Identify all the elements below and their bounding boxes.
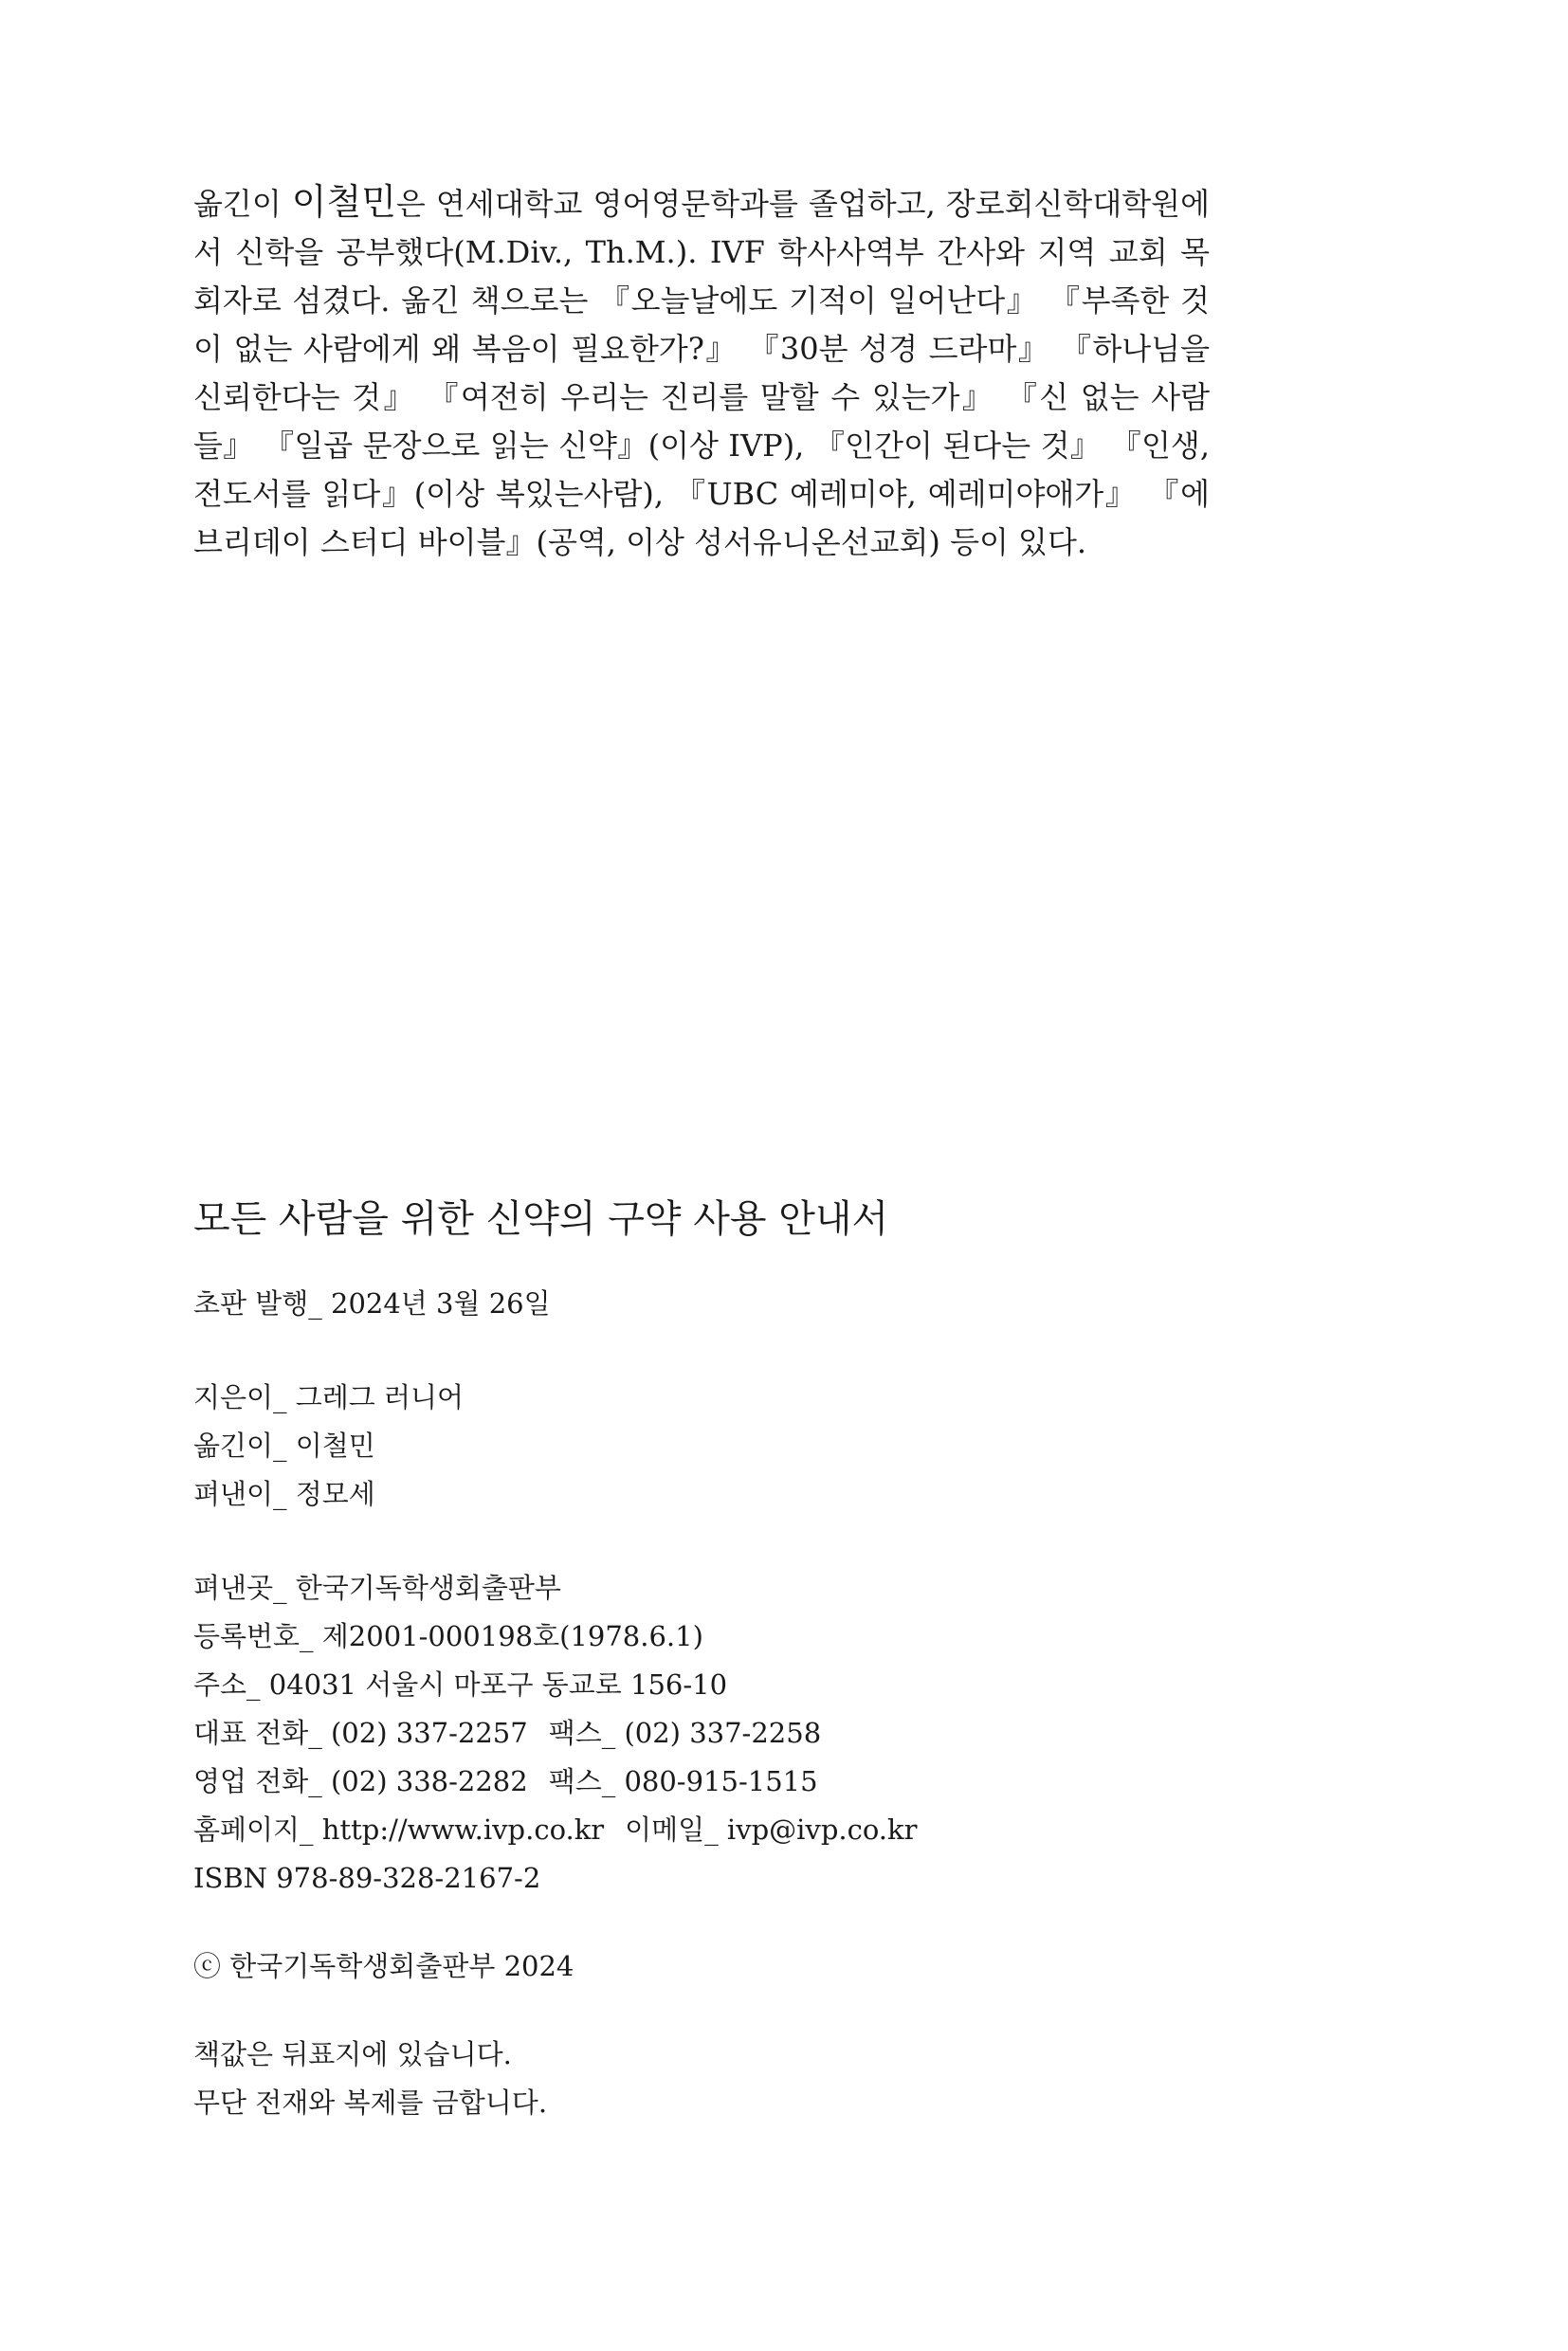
translator-line: 옮긴이_ 이철민 <box>193 1430 375 1462</box>
rights-note: 무단 전재와 복제를 금합니다. <box>193 2087 548 2119</box>
sales-phone: 영업 전화_ (02) 338-2282 <box>193 1765 528 1797</box>
translator-name: 이철민 <box>291 181 396 223</box>
translator-bio <box>193 178 1210 567</box>
translator-bio-text: 은 연세대학교 영어영문학과를 졸업하고, 장로회신학대학원에서 신학을 공부했다(M.Div., Th.M.). IVF 학사사역부 간사와 지역 교회 목회자로 섬겼다. 옮긴 책으로는 『오늘날에도 기적이 일어난다』 『부족한 것이 없는 사람에게 왜 복음이 필요한가?』 『30분 성경 드라마』 『하나님을 신뢰한다는 것』 『여전히 우리는 진리를 말할 수 있는가』 『신 없는 사람들』 『일곱 문장으로 읽는 신약』(이상 IVP), 『인간이 된다는 것』 『인생, 전도서를 읽다』(이상 복있는사람), 『UBC 예레미야, 예레미야애가』 『에브리데이 스터디 바이블』(공역, 이상 성서유니온선교회) 등이 있다. <box>193 186 1210 560</box>
isbn-line: ISBN 978-89-328-2167-2 <box>193 1862 541 1894</box>
book-title: 모든 사람을 위한 신약의 구약 사용 안내서 <box>193 1197 889 1241</box>
price-note: 책값은 뒤표지에 있습니다. <box>193 2038 512 2070</box>
colophon <box>193 1193 1236 2127</box>
publisher-line: 펴낸곳_ 한국기독학생회출판부 <box>193 1572 561 1604</box>
homepage: 홈페이지_ http://www.ivp.co.kr <box>193 1813 605 1846</box>
translator-label: 옮긴이 <box>193 186 282 222</box>
copyright-line: ⓒ 한국기독학생회출판부 2024 <box>193 1950 574 1982</box>
sales-contact-line <box>193 1758 1236 1806</box>
sales-fax: 팩스_ 080-915-1515 <box>548 1765 818 1797</box>
author-line: 지은이_ 그레그 러니어 <box>193 1381 465 1413</box>
registration-line: 등록번호_ 제2001-000198호(1978.6.1) <box>193 1620 703 1652</box>
first-edition-date: 초판 발행_ 2024년 3월 26일 <box>193 1287 551 1320</box>
main-phone: 대표 전화_ (02) 337-2257 <box>193 1717 528 1749</box>
web-contact-line <box>193 1806 1236 1854</box>
main-fax: 팩스_ (02) 337-2258 <box>548 1717 822 1749</box>
address-line: 주소_ 04031 서울시 마포구 동교로 156-10 <box>193 1668 728 1701</box>
email: 이메일_ ivp@ivp.co.kr <box>625 1813 918 1846</box>
editor-line: 펴낸이_ 정모세 <box>193 1478 375 1510</box>
main-contact-line <box>193 1709 1236 1758</box>
